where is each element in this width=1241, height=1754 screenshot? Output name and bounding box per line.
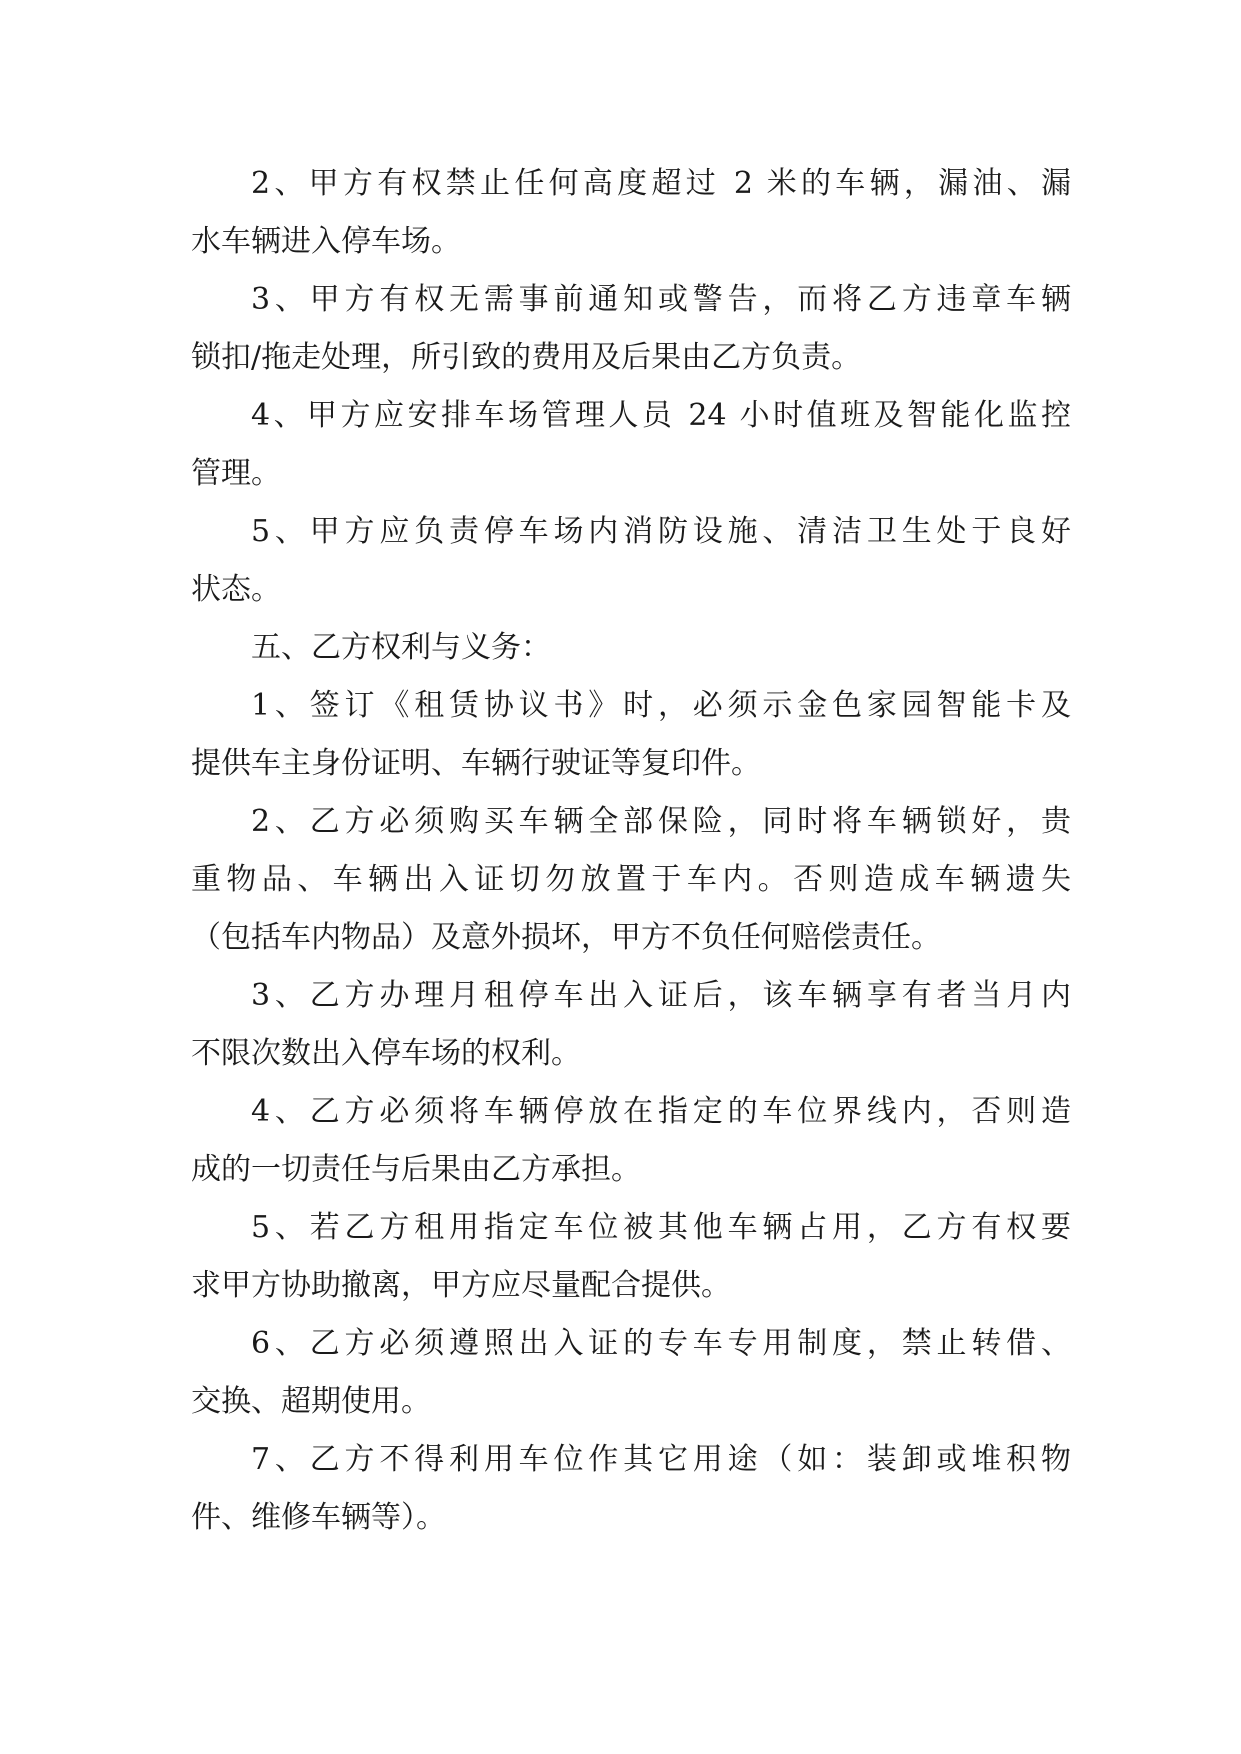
document-text-line: 5、甲方应负责停车场内消防设施、清洁卫生处于良好 bbox=[251, 514, 1071, 549]
document-text-line: 4、乙方必须将车辆停放在指定的车位界线内，否则造 bbox=[251, 1094, 1071, 1129]
document-text-line: 3、乙方办理月租停车出入证后，该车辆享有者当月内 bbox=[251, 978, 1071, 1013]
document-text-line: 6、乙方必须遵照出入证的专车专用制度，禁止转借、 bbox=[251, 1326, 1071, 1361]
document-text-line: 提供车主身份证明、车辆行驶证等复印件。 bbox=[191, 746, 761, 781]
document-text-line: 状态。 bbox=[191, 572, 281, 607]
document-text-line: 不限次数出入停车场的权利。 bbox=[191, 1036, 581, 1071]
document-text-line: 管理。 bbox=[191, 456, 281, 491]
document-text-line: 3、甲方有权无需事前通知或警告，而将乙方违章车辆 bbox=[251, 282, 1071, 317]
document-text-line: 7、乙方不得利用车位作其它用途（如：装卸或堆积物 bbox=[251, 1442, 1071, 1477]
document-text-line: 交换、超期使用。 bbox=[191, 1384, 431, 1419]
document-text-line: 重物品、车辆出入证切勿放置于车内。否则造成车辆遗失 bbox=[191, 862, 1071, 897]
document-body bbox=[191, 155, 1071, 1547]
document-text-line: 1、签订《租赁协议书》时，必须示金色家园智能卡及 bbox=[251, 688, 1071, 723]
document-text-line: 锁扣/拖走处理，所引致的费用及后果由乙方负责。 bbox=[191, 340, 862, 375]
document-text-line: 水车辆进入停车场。 bbox=[191, 224, 461, 259]
document-text-line: 成的一切责任与后果由乙方承担。 bbox=[191, 1152, 641, 1187]
document-text-line: 五、乙方权利与义务： bbox=[251, 630, 551, 665]
document-text-line: 5、若乙方租用指定车位被其他车辆占用，乙方有权要 bbox=[251, 1210, 1071, 1245]
document-text-line: 4、甲方应安排车场管理人员 24 小时值班及智能化监控 bbox=[251, 398, 1071, 433]
document-text-line: 2、甲方有权禁止任何高度超过 2 米的车辆，漏油、漏 bbox=[251, 166, 1071, 201]
document-text-line: 求甲方协助撤离，甲方应尽量配合提供。 bbox=[191, 1268, 731, 1303]
document-text-line: （包括车内物品）及意外损坏，甲方不负任何赔偿责任。 bbox=[191, 920, 941, 955]
document-text-line: 2、乙方必须购买车辆全部保险，同时将车辆锁好，贵 bbox=[251, 804, 1071, 839]
document-text-line: 件、维修车辆等）。 bbox=[191, 1500, 446, 1535]
